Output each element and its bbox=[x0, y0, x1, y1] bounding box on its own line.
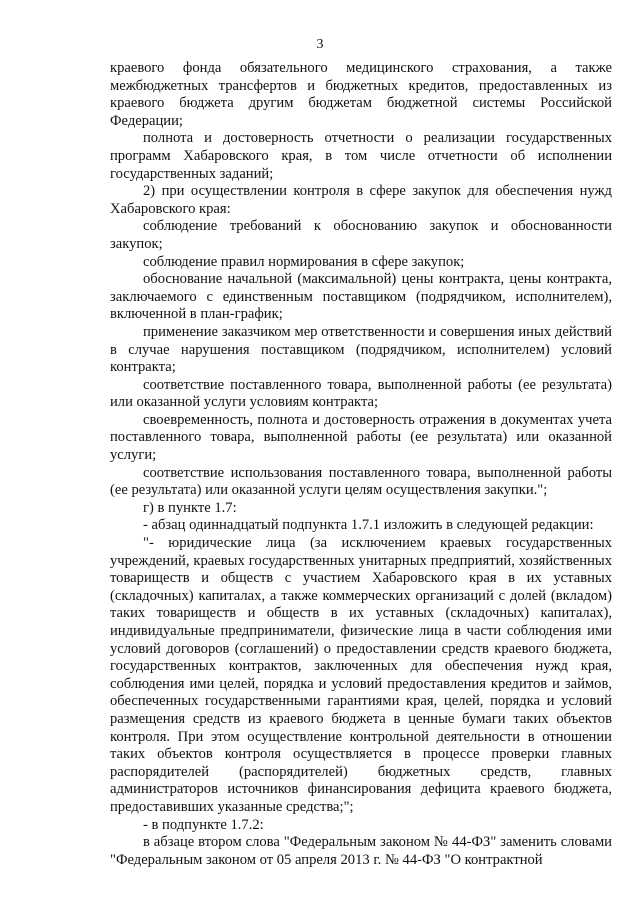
paragraph: - в подпункте 1.7.2: bbox=[143, 816, 264, 833]
paragraph: соответствие использования поставленного товара, выполненной работы (ее результата) или оказанной услуги целям осуществления закупки."; bbox=[110, 464, 612, 499]
paragraph: соблюдение требований к обоснованию закупок и обоснованности закупок; bbox=[110, 218, 612, 252]
paragraph: соблюдение правил нормирования в сфере закупок; bbox=[143, 253, 465, 270]
paragraph: обоснование начальной (максимальной) цены контракта, цены контракта, заключаемого с единственным поставщиком (подрядчиком, исполнителем), включенной в план-график; bbox=[110, 271, 612, 323]
paragraph: "- юридические лица (за исключением краевых государственных учреждений, краевых государственных унитарных предприятий, хозяйственных товариществ и обществ с участием Хабаровского края в их уставных (складочных) капиталах, а также коммерческих организаций с долей (вкладом) таких товариществ и обществ в их уставных (складочных) капиталах), индивидуальные предприниматели, физические лица в части соблюдения ими условий договоров (соглашений) о предоставлении средств краевого бюджета, государственных контрактов, заключенных для обеспечения нужд края, соблюдения ими целей, порядка и условий предоставления кредитов и займов, обеспеченных государственными гарантиями края, целей, порядка и условий размещения средств из краевого бюджета в ценные бумаги таких объектов контроля. При этом осуществление контрольной деятельности в отношении таких объектов контроля осуществляется в процессе проверки главных распорядителей (распорядителей) бюджетных средств, главных администраторов источников финансирования дефицита краевого бюджета, предоставивших указанные средства;"; bbox=[110, 535, 612, 815]
paragraph: г) в пункте 1.7: bbox=[143, 499, 237, 516]
paragraph: полнота и достоверность отчетности о реализации государственных программ Хабаровского края, в том числе отчетности об исполнении государственных заданий; bbox=[110, 130, 612, 182]
paragraph: применение заказчиком мер ответственности и совершения иных действий в случае нарушения поставщиком (подрядчиком, исполнителем) условий контракта; bbox=[110, 323, 612, 376]
paragraph: своевременность, полнота и достоверность отражения в документах учета поставленного товара, выполненной работы (ее результата) или оказанной услуги; bbox=[110, 411, 612, 464]
document-body bbox=[110, 60, 612, 869]
paragraph: соответствие поставленного товара, выполненной работы (ее результата) или оказанной услуги условиям контракта; bbox=[110, 376, 612, 411]
paragraph: - абзац одиннадцатый подпункта 1.7.1 изложить в следующей редакции: bbox=[143, 517, 594, 534]
paragraph: в абзаце втором слова "Федеральным законом № 44-ФЗ" заменить словами "Федеральным законом от 05 апреля 2013 г. № 44-ФЗ "О контрактной bbox=[110, 834, 612, 868]
page-number: 3 bbox=[316, 37, 324, 52]
paragraph: краевого фонда обязательного медицинского страхования, а также межбюджетных трансфертов и бюджетных кредитов, предоставленных из краевого бюджета другим бюджетам бюджетной системы Российской Федерации; bbox=[110, 60, 612, 129]
paragraph: 2) при осуществлении контроля в сфере закупок для обеспечения нужд Хабаровского края: bbox=[110, 183, 612, 217]
